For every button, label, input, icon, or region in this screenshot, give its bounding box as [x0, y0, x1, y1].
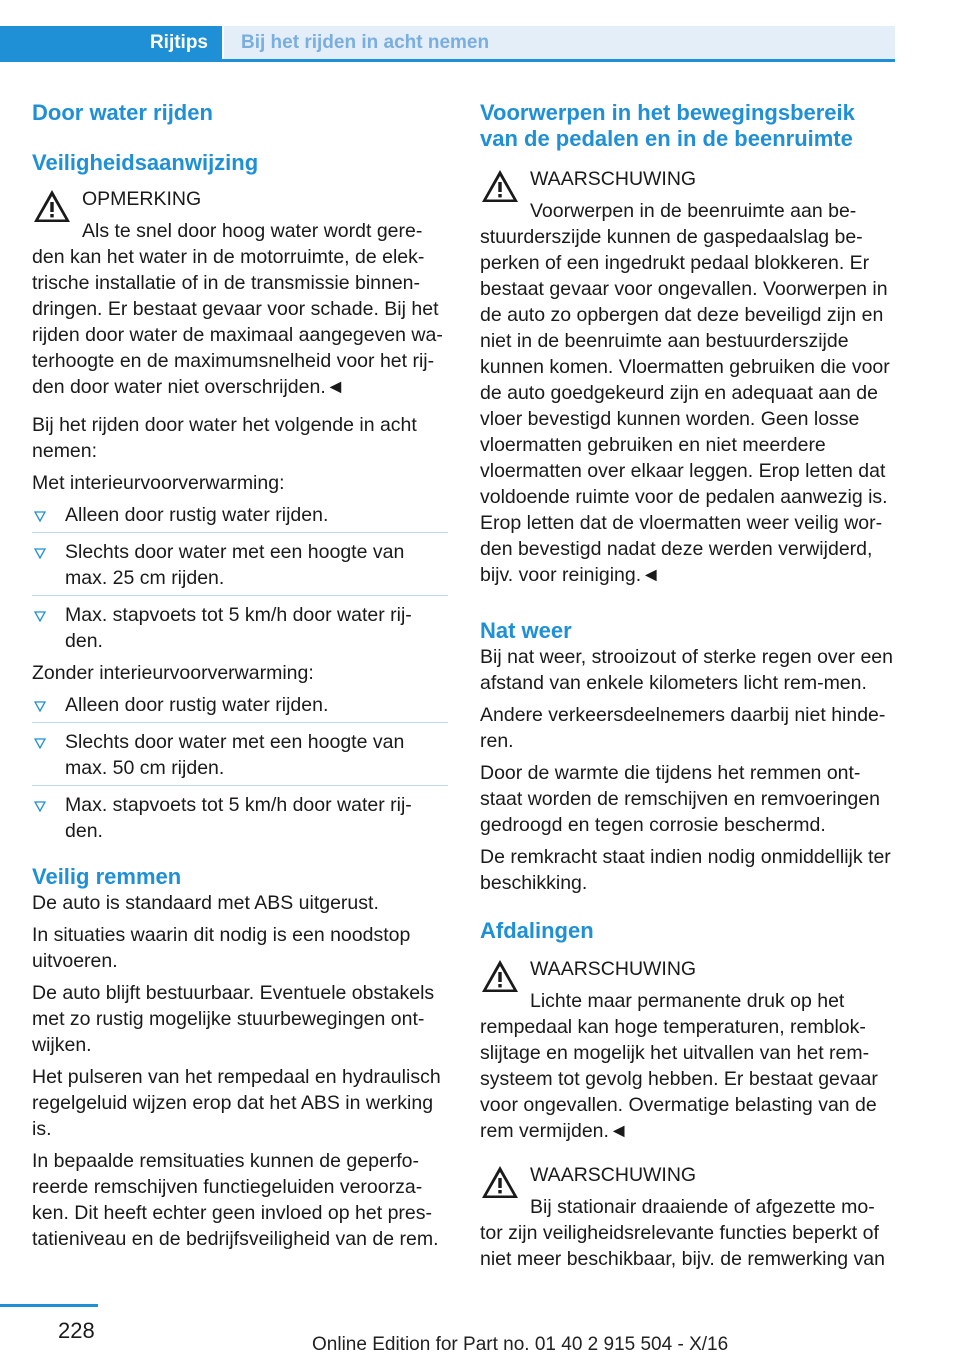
section-tab-rijtips: Rijtips — [0, 26, 222, 62]
paragraph: Bij nat weer, strooizout of sterke regen over een afstand van enkele kilometers licht rem-men. — [480, 646, 893, 694]
list-item-text: Alleen door rustig water rijden. — [65, 504, 329, 526]
list-item-text: Slechts door water met een hoogte van max. 50 cm rijden. — [65, 731, 405, 779]
paragraph: De remkracht staat indien nodig onmiddellijk ter beschikking. — [480, 846, 891, 894]
right-column — [480, 100, 896, 1272]
paragraph: Bij het rijden door water het volgende in acht nemen: — [32, 414, 417, 462]
list-item-text: Max. stapvoets tot 5 km/h door water rij-den. — [65, 604, 412, 652]
divider — [32, 722, 448, 723]
page-number: 228 — [58, 1318, 95, 1343]
notice-waarschuwing-stationair — [480, 1162, 896, 1272]
paragraph: Het pulseren van het rempedaal en hydraulisch regelgeluid wijzen erop dat het ABS in werking is. — [32, 1066, 441, 1140]
notice-text-first-line: Voorwerpen in de beenruimte aan be- — [530, 200, 857, 222]
footer-rule — [0, 1304, 98, 1307]
header-rule — [0, 59, 895, 62]
section-tab-subtitle: Bij het rijden in acht nemen — [222, 26, 895, 59]
list-item — [32, 602, 448, 654]
paragraph: In situaties waarin dit nodig is een noodstop uitvoeren. — [32, 924, 411, 972]
paragraph: Met interieurvoorverwarming: — [32, 472, 285, 494]
notice-label: WAARSCHUWING — [530, 1164, 697, 1186]
notice-text-first-line: Lichte maar permanente druk op het — [530, 990, 845, 1012]
list-item — [32, 692, 448, 718]
tab-separator — [222, 26, 224, 59]
paragraph: Zonder interieurvoorverwarming: — [32, 662, 314, 684]
bullet-triangle-icon — [34, 801, 46, 812]
notice-text: den kan het water in de motorruimte, de elek-trische installatie of in de transmissie binnen-dringen. Er bestaat gevaar voor schade. Bij het rijden door water de maximaal aangegeven wa-terhoogte en de maximumsnelheid voor het rij-den door water niet overschrijden.◄ — [32, 246, 443, 398]
paragraph: In bepaalde remsituaties kunnen de geperfo-reerde remschijven functiegeluiden veroorza-ken. Dit heeft echter geen invloed op het pres-tatieniveau en de bedrijfsveiligheid van de rem. — [32, 1150, 439, 1250]
left-column — [32, 100, 448, 1252]
notice-text-first-line: Als te snel door hoog water wordt gere- — [82, 220, 423, 242]
list-item — [32, 792, 448, 844]
paragraph: De auto is standaard met ABS uitgerust. — [32, 892, 379, 914]
notice-waarschuwing-rempedaal — [480, 956, 896, 1144]
list-zonder-voorverwarming — [32, 692, 448, 844]
bullet-triangle-icon — [34, 548, 46, 559]
list-item-text: Max. stapvoets tot 5 km/h door water rij-den. — [65, 794, 412, 842]
notice-label: WAARSCHUWING — [530, 168, 697, 190]
notice-opmerking — [32, 186, 448, 400]
notice-text: stuurderszijde kunnen de gaspedaalslag be-perken of een ingedrukt pedaal blokkeren. Er bestaat gevaar voor ongevallen. Voorwerpen in de auto zo opbergen dat deze beveiligd zijn en niet in de beenruimte aan bestuurderszijde kunnen komen. Vloermatten gebruiken die voor de auto goedgekeurd zijn en adequaat aan de vloer bevestigd kunnen worden. Geen losse vloermatten gebruiken en niet meerdere vloermatten over elkaar leggen. Erop letten dat voldoende ruimte voor de pedalen aanwezig is. Erop letten dat de vloermatten weer veilig wor-den bevestigd nadat deze werden verwijderd, bijv. voor reiniging.◄ — [480, 226, 890, 586]
warning-triangle-icon — [480, 958, 520, 994]
heading-nat-weer: Nat weer — [480, 618, 572, 643]
bullet-triangle-icon — [34, 611, 46, 622]
notice-text: rempedaal kan hoge temperaturen, remblok-slijtage en mogelijk het uitvallen van het rem-systeem tot gevolg hebben. Er bestaat gevaar voor ongevallen. Overmatige belasting van de rem vermijden.◄ — [480, 1016, 878, 1142]
notice-text: tor zijn veiligheidsrelevante functies beperkt of niet meer beschikbaar, bijv. de remwerking van — [480, 1222, 885, 1270]
bullet-triangle-icon — [34, 738, 46, 749]
list-item-text: Alleen door rustig water rijden. — [65, 694, 329, 716]
page-header — [0, 26, 895, 62]
heading-veilig-remmen: Veilig remmen — [32, 864, 182, 889]
list-met-voorverwarming — [32, 502, 448, 654]
notice-text-first-line: Bij stationair draaiende of afgezette mo- — [530, 1196, 875, 1218]
divider — [32, 595, 448, 596]
notice-label: OPMERKING — [82, 188, 202, 210]
heading-voorwerpen-pedalen: Voorwerpen in het bewegingsbereik van de pedalen en in de beenruimte — [480, 100, 855, 151]
notice-label: WAARSCHUWING — [530, 958, 697, 980]
paragraph: Andere verkeersdeelnemers daarbij niet hinde-ren. — [480, 704, 886, 752]
bullet-triangle-icon — [34, 511, 46, 522]
paragraph: Door de warmte die tijdens het remmen ont-staat worden de remschijven en remvoeringen gedroogd en tegen corrosie beschermd. — [480, 762, 880, 836]
heading-door-water-rijden: Door water rijden — [32, 100, 213, 125]
list-item — [32, 539, 448, 591]
heading-veiligheidsaanwijzing: Veiligheidsaanwijzing — [32, 150, 259, 175]
notice-waarschuwing-voorwerpen — [480, 166, 896, 588]
warning-triangle-icon — [480, 168, 520, 204]
warning-triangle-icon — [480, 1164, 520, 1200]
heading-afdalingen: Afdalingen — [480, 918, 594, 943]
warning-triangle-icon — [32, 188, 72, 224]
list-item — [32, 502, 448, 528]
edition-footer: Online Edition for Part no. 01 40 2 915 504 - X/16 — [312, 1334, 729, 1355]
bullet-triangle-icon — [34, 701, 46, 712]
paragraph: De auto blijft bestuurbaar. Eventuele obstakels met zo rustig mogelijke stuurbewegingen ont-wijken. — [32, 982, 435, 1056]
divider — [32, 785, 448, 786]
divider — [32, 532, 448, 533]
list-item — [32, 729, 448, 781]
list-item-text: Slechts door water met een hoogte van max. 25 cm rijden. — [65, 541, 405, 589]
